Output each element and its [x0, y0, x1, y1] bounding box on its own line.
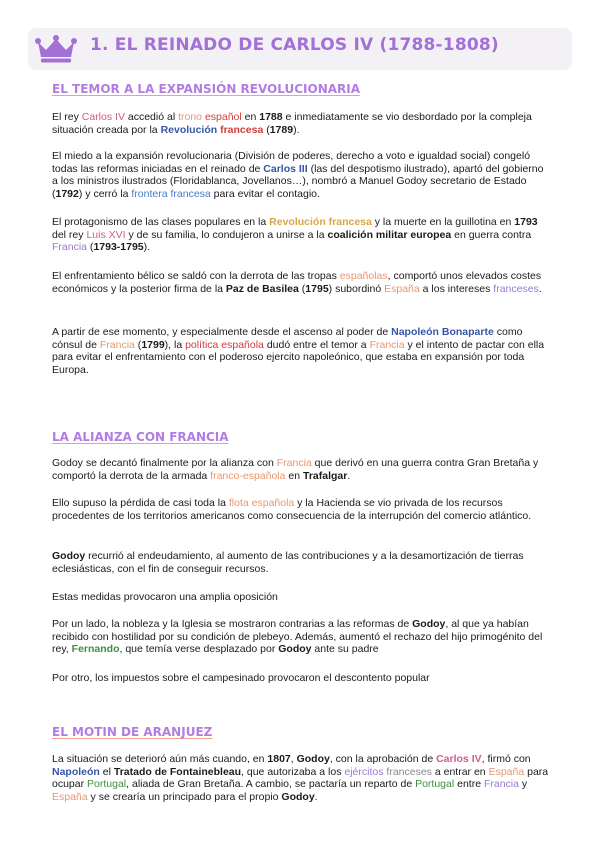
section-heading-motin: EL MOTIN DE ARANJUEZ [52, 725, 213, 739]
section-heading-temor: EL TEMOR A LA EXPANSIÓN REVOLUCIONARIA [52, 82, 361, 96]
paragraph-10: Por un lado, la nobleza y la Iglesia se mostraron contrarias a las reformas de Godoy, al que ya habían recibido con hostilidad por su condición de plebeyo. Además, aumentó el rechazo del hijo primogénito del rey, Fernando, que temía verse desplazado por Godoy ante su padre [52, 618, 543, 656]
paragraph-7: Ello supuso la pérdida de casi toda la flota española y la Hacienda se vio privada de los recursos procedentes de los territorios americanos como consecuencia de la interrupción del comercio atlántico. [52, 497, 532, 522]
paragraph-3: El protagonismo de las clases populares en la Revolución francesa y la muerte en la guillotina en 1793 del rey Luis XVI y de su familia, lo condujeron a unirse a la coalición militar europea en guerra contra Francia (1793-1795). [52, 216, 538, 254]
section-heading-alianza: LA ALIANZA CON FRANCIA [52, 430, 229, 444]
paragraph-1: El rey Carlos IV accedió al trono español en 1788 e inmediatamente se vio desbordado por la compleja situación creada por la Revolución francesa (1789). [52, 111, 532, 136]
paragraph-11: Por otro, los impuestos sobre el campesinado provocaron el descontento popular [52, 672, 430, 684]
page-header [28, 28, 572, 70]
crown-icon [34, 33, 78, 65]
paragraph-2: El miedo a la expansión revolucionaria (División de poderes, derecho a voto e igualdad social) congeló todas las reformas iniciadas en el reinado de Carlos III (las del despotismo ilustrado), apartó del gobierno a los ministros ilustrados (Floridablanca, Jovellanos…), nombró a Manuel Godoy secretario de Estado (1792) y cerró la frontera francesa para evitar el contagio. [52, 150, 544, 200]
paragraph-5: A partir de ese momento, y especialmente desde el ascenso al poder de Napoleón Bonaparte como cónsul de Francia (1799), la política española dudó entre el temor a Francia y el intento de pactar con ella para evitar el enfrentamiento con el poderoso ejercito napoleónico, que estaba en expansión por toda Europa. [52, 326, 545, 376]
paragraph-4: El enfrentamiento bélico se saldó con la derrota de las tropas españolas, comportó unos elevados costes económicos y la posterior firma de la Paz de Basilea (1795) subordinó España a los intereses franceses. [52, 270, 542, 295]
paragraph-9: Estas medidas provocaron una amplia oposición [52, 591, 278, 603]
paragraph-6: Godoy se decantó finalmente por la alianza con Francia que derivó en una guerra contra Gran Bretaña y comportó la derrota de la armada franco-española en Trafalgar. [52, 457, 539, 482]
page-title: 1. EL REINADO DE CARLOS IV (1788-1808) [90, 35, 499, 55]
paragraph-12: La situación se deterioró aún más cuando, en 1807, Godoy, con la aprobación de Carlos IV, firmó con Napoleón el Tratado de Fontainebleau, que autorizaba a los ejércitos franceses a entrar en España para ocupar Portugal, aliada de Gran Bretaña. A cambio, se pactaría un reparto de Portugal entre Francia y España y se crearía un principado para el propio Godoy. [52, 753, 549, 803]
paragraph-8: Godoy recurrió al endeudamiento, al aumento de las contribuciones y a la desamortización de tierras eclesiásticas, con el fin de conseguir recursos. [52, 550, 524, 575]
